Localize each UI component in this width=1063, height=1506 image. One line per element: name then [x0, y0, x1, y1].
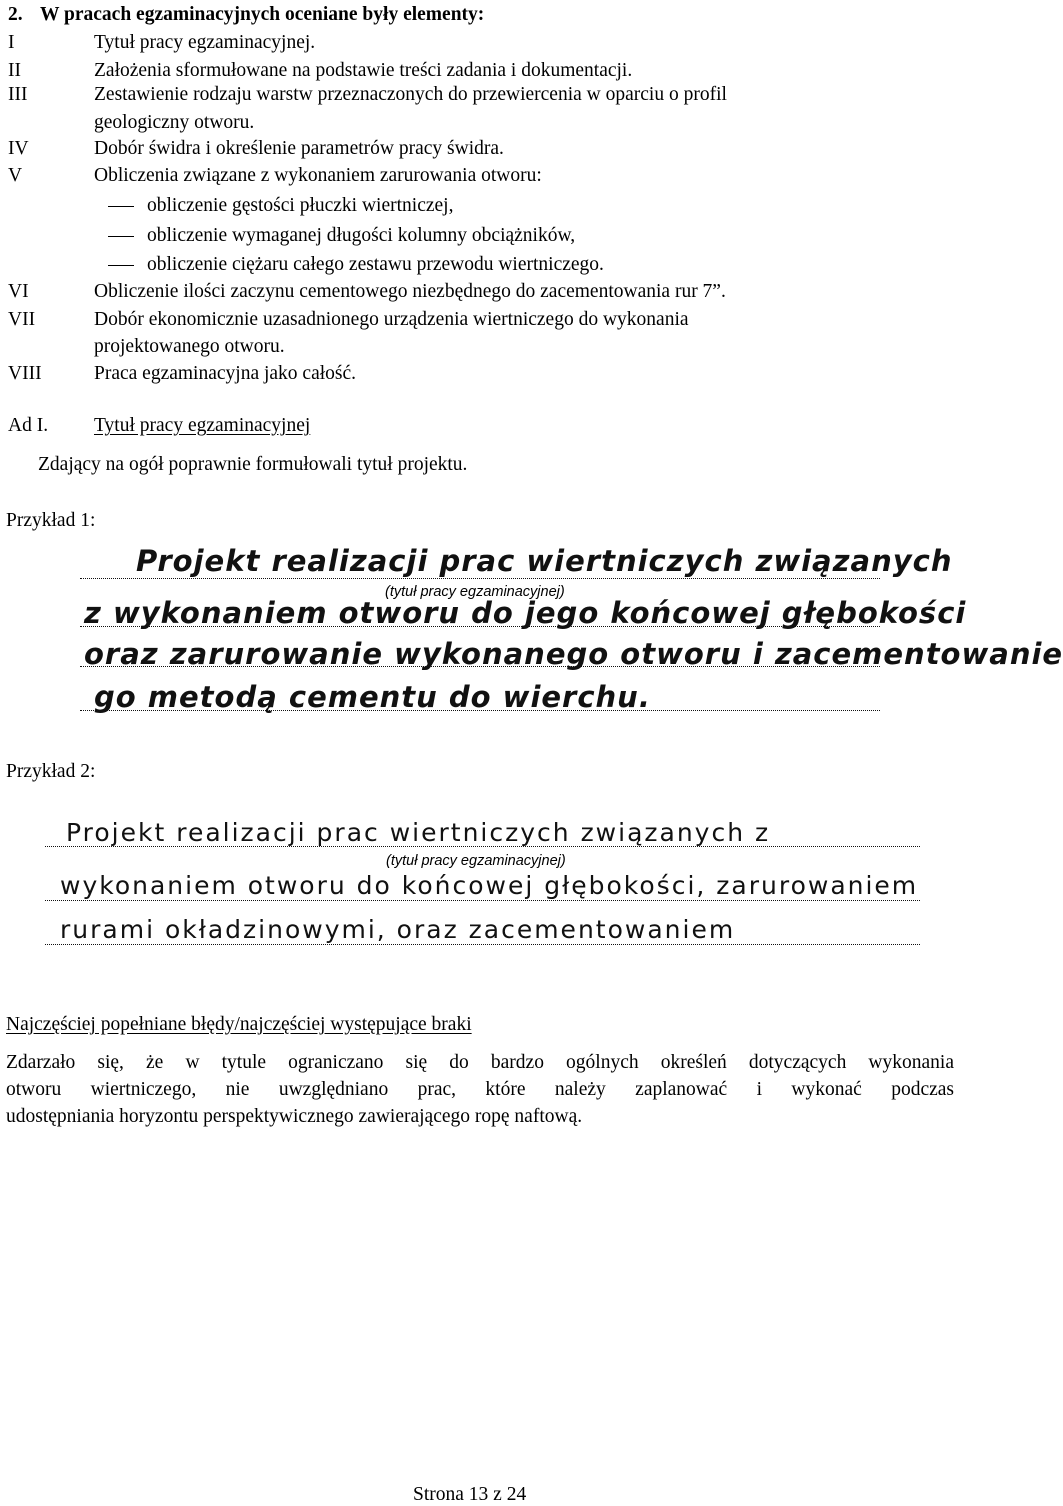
element-number: VII — [8, 309, 36, 330]
ad-summary: Zdający na ogół poprawnie formułowali tytuł projektu. — [38, 454, 468, 475]
handwritten-line: oraz zarurowanie wykonanego otworu i zacementowanie — [84, 637, 1063, 671]
handwritten-line: wykonaniem otworu do końcowej głębokości, zarurowaniem — [60, 871, 919, 900]
list-dash — [108, 236, 134, 237]
list-dash — [108, 265, 134, 266]
element-number: IV — [8, 138, 29, 159]
element-text: Założenia sformułowane na podstawie treści zadania i dokumentacji. — [94, 60, 633, 81]
element-number: V — [8, 165, 23, 186]
example-1-caption: (tytuł pracy egzaminacyjnej) — [385, 584, 565, 600]
example-2-label: Przykład 2: — [6, 761, 96, 782]
list-dash — [108, 206, 134, 207]
subitem-text: obliczenie wymaganej długości kolumny obciążników, — [147, 225, 576, 246]
handwritten-line: rurami okładzinowymi, oraz zacementowaniem — [60, 915, 736, 944]
element-number: III — [8, 84, 28, 105]
element-number: VI — [8, 281, 29, 302]
element-text: Obliczenie ilości zaczynu cementowego niezbędnego do zacementowania rur 7”. — [94, 281, 726, 302]
element-text: Dobór ekonomicznie uzasadnionego urządzenia wiertniczego do wykonania — [94, 309, 689, 330]
element-text: Dobór świdra i określenie parametrów pracy świdra. — [94, 138, 504, 159]
page-number: Strona 13 z 24 — [413, 1484, 527, 1505]
handwritten-line: go metodą cementu do wierchu. — [94, 680, 651, 714]
ad-title: Tytuł pracy egzaminacyjnej — [94, 415, 311, 436]
errors-text-line: otworu wiertniczego, nie uwzględniano prac, które należy zaplanować i wykonać podczas — [6, 1079, 954, 1100]
section-number: 2. — [8, 4, 23, 25]
section-heading: W pracach egzaminacyjnych oceniane były elementy: — [40, 4, 485, 25]
errors-heading: Najczęściej popełniane błędy/najczęściej występujące braki — [6, 1014, 472, 1035]
element-text: Tytuł pracy egzaminacyjnej. — [94, 32, 316, 53]
element-text: geologiczny otworu. — [94, 112, 255, 133]
element-text: projektowanego otworu. — [94, 336, 285, 357]
element-number: I — [8, 32, 15, 53]
subitem-text: obliczenie gęstości płuczki wiertniczej, — [147, 195, 454, 216]
handwritten-line: Projekt realizacji prac wiertniczych związanych z — [66, 818, 771, 847]
ad-label: Ad I. — [8, 415, 49, 436]
dotted-line — [80, 578, 880, 579]
errors-text-line: udostępniania horyzontu perspektywicznego zawierającego ropę naftową. — [6, 1106, 583, 1127]
element-text: Zestawienie rodzaju warstw przeznaczonych do przewiercenia w oparciu o profil — [94, 84, 727, 105]
subitem-text: obliczenie ciężaru całego zestawu przewodu wiertniczego. — [147, 254, 604, 275]
element-number: VIII — [8, 363, 42, 384]
example-1-label: Przykład 1: — [6, 510, 96, 531]
example-2-caption: (tytuł pracy egzaminacyjnej) — [386, 853, 566, 869]
dotted-line — [45, 944, 920, 945]
dotted-line — [45, 900, 920, 901]
element-text: Obliczenia związane z wykonaniem zarurowania otworu: — [94, 165, 542, 186]
handwritten-line: z wykonaniem otworu do jego końcowej głębokości — [84, 596, 967, 630]
handwritten-line: Projekt realizacji prac wiertniczych związanych — [136, 544, 953, 578]
element-text: Praca egzaminacyjna jako całość. — [94, 363, 357, 384]
element-number: II — [8, 60, 21, 81]
errors-text-line: Zdarzało się, że w tytule ograniczano się do bardzo ogólnych określeń dotyczących wykonania — [6, 1052, 954, 1073]
